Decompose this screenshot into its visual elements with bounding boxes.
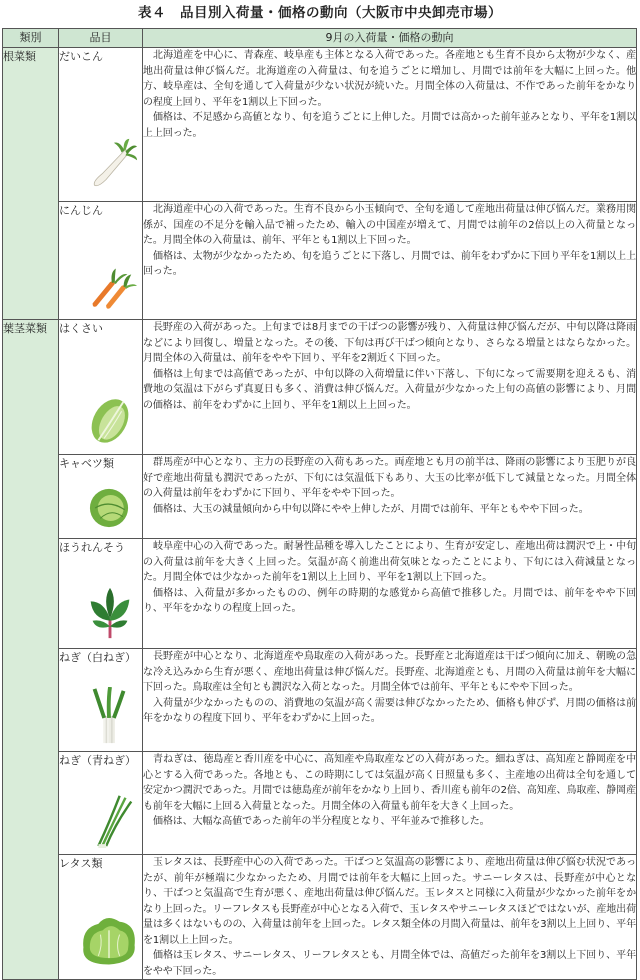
item-cell (59, 455, 143, 539)
trend-paragraph: 入荷量が少なかったものの、消費地の気温が高く需要は伸びなかったため、価格も伸びず、月間の価格は前年をかなりの程度下回り、平年をわずかに上回った。 (143, 697, 636, 724)
item-cell (59, 539, 143, 649)
trend-paragraph: 価格は玉レタス、サニーレタス、リーフレタスとも、月間全体では、高値だった前年を3割以上下回り、平年をやや下回った。 (143, 950, 636, 977)
header-category: 類別 (3, 29, 59, 48)
table-row (3, 539, 637, 649)
trend-paragraph: 価格は、不足感から高値となり、旬を追うごとに上伸した。月間では高かった前年並みとなり、平年を1割以上上回った。 (143, 112, 636, 139)
trend-paragraph: 価格は、入荷量が多かったものの、例年の時期的な感覚から高値で推移した。月間では、前年をやや下回り、平年をかなりの程度上回った。 (143, 587, 636, 614)
trend-cell (143, 855, 637, 980)
item-name: ねぎ（白ねぎ） (59, 651, 136, 664)
table-row (3, 855, 637, 980)
item-cell (59, 649, 143, 752)
lettuce-icon (77, 909, 141, 973)
white-negi-icon (81, 687, 139, 745)
item-cell (59, 855, 143, 980)
trend-paragraph: 北海道産中心の入荷であった。生育不良から小玉傾向で、全旬を通して産地出荷量は伸び悩んだ。業務用関係が、国産の不足分を輸入品で補ったため、輸入の中国産が増えて、月間では前年の2倍以上の入荷量となった。月間全体の入荷量は、前年、平年とも1割以上下回った。 (143, 204, 636, 246)
trend-cell (143, 752, 637, 855)
item-name: ほうれんそう (59, 541, 125, 554)
item-cell (59, 202, 143, 320)
item-cell (59, 320, 143, 455)
spinach-icon (81, 584, 139, 642)
trend-paragraph: 価格は、大幅な高値であった前年の半分程度となり、平年並みで推移した。 (153, 816, 490, 827)
trend-paragraph: 長野産の入荷があった。上旬までは8月までの干ばつの影響が残り、入荷量は伸び悩んだが、中旬以降は降雨などにより回復し、増量となった。その後、下旬は再び干ばつ傾向となり、さらなる増量とはならなかった。月間全体の入荷量は、前年をやや下回り、平年を2割近く下回った。 (143, 322, 636, 364)
trend-cell (143, 649, 637, 752)
item-cell (59, 48, 143, 202)
trend-cell (143, 48, 637, 202)
category-cell: 根菜類 (3, 48, 59, 320)
item-name: レタス類 (59, 857, 103, 870)
item-cell (59, 752, 143, 855)
table-row (3, 455, 637, 539)
trend-paragraph: 青ねぎは、徳島産と香川産を中心に、高知産や鳥取産などの入荷があった。細ねぎは、高知産と静岡産を中心とする入荷であった。各地とも、この時期にしては気温が高く日照量も多く、主産地の出荷は全旬を通して安定かつ潤沢であった。月間では徳島産が前年をかなり上回り、香川産も前年の2倍、高知産、鳥取産、静岡産も前年を大幅に上回る入荷量となった。月間全体の入荷量も前年を大きく上回った。 (143, 754, 636, 812)
item-name: ねぎ（青ねぎ） (59, 754, 136, 767)
trend-cell (143, 202, 637, 320)
table-row (3, 48, 637, 202)
trend-paragraph: 価格は、太物が少なかったため、旬を追うごとに下落し、月間では、前年をわずかに下回り平年を1割以上上回った。 (143, 250, 636, 277)
vegetable-trend-table (2, 28, 637, 980)
trend-paragraph: 岐阜産中心の入荷であった。耐暑性品種を導入したことにより、生育が安定し、産地出荷は潤沢で上・中旬の入荷量は前年を大きく上回った。気温が高く前進出荷気味となったことにより、下旬には入荷減量となった。月間全体では少なかった前年を1割以上上回り、平年を1割以上下回った。 (143, 541, 636, 583)
trend-paragraph: 価格は、大玉の減量傾向から中旬以降にやや上伸したが、月間では前年、平年ともやや下回った。 (153, 503, 589, 515)
trend-paragraph: 群馬産が中心となり、主力の長野産の入荷もあった。両産地とも月の前半は、降雨の影響により玉肥りが良好で産地出荷量も潤沢であったが、下旬には気温低下もあり、大玉の比率が低下して減量となった。月間全体の入荷量は前年をわずかに下回り、平年をやや下回った。 (143, 457, 636, 499)
daikon-icon (81, 137, 139, 195)
trend-paragraph: 北海道産を中心に、青森産、岐阜産も主体となる入荷であった。各産地とも生育不良から太物が少なく、産地出荷量は伸び悩んだ。北海道産の入荷量は、旬を追うごとに増加し、月間では前年を大幅に上回った。他方、岐阜産は、全旬を通して入荷量が少ない状況が続いた。月間全体の入荷量は、不作であった前年をかなりの程度上回り、平年を1割以上下回った。 (143, 50, 636, 108)
table-row (3, 202, 637, 320)
table-title: 表４ 品目別入荷量・価格の動向（大阪市中央卸売市場） (138, 5, 502, 21)
trend-paragraph: 長野産が中心となり、北海道産や鳥取産の入荷があった。長野産と北海道産は干ばつ傾向に加え、朝晩の急な冷え込みから生育が悪く、産地出荷量は伸び悩んだ。長野産、北海道産とも、月間の入荷量は前年を大幅に下回った。鳥取産は全旬とも潤沢な入荷となった。月間全体では前年、平年ともにやや下回った。 (143, 651, 636, 693)
item-name: だいこん (59, 50, 103, 63)
green-negi-icon (81, 790, 139, 848)
category-cell: 葉茎菜類 (3, 320, 59, 980)
header-trend: 9月の入荷量・価格の動向 (143, 29, 637, 48)
table-row (3, 752, 637, 855)
header-item: 品目 (59, 29, 143, 48)
trend-paragraph: 玉レタスは、長野産中心の入荷であった。干ばつと気温高の影響により、産地出荷量は伸び悩む状況であったが、前年が極端に少なかったため、月間では前年を大幅に上回った。サニーレタスは、長野産が中心となり、干ばつと気温高で生育が悪く、産地出荷量は伸び悩んだ。玉レタスと同様に入荷量が少なかった前年をかなり上回った。リーフレタスも長野産が中心となる入荷で、玉レタスやサニーレタスほどではないが、産地出荷量は多くはないものの、入荷量は前年を上回った。レタス類全体の月間入荷量は、前年を3割以上上回り、平年を1割以上上回った。 (143, 857, 636, 946)
cabbage-icon (83, 482, 135, 534)
trend-cell (143, 320, 637, 455)
trend-paragraph: 価格は上旬までは高値であったが、中旬以降の入荷増量に伴い下落し、下旬になって需要期を迎えるも、消費地の気温は下がらず真夏日も多く、消費は伸び悩んだ。入荷量が少なかった上旬の高値の影響により、月間の価格は、前年をわずかに上回り、平年を1割以上上回った。 (143, 368, 636, 411)
item-name: キャベツ類 (59, 457, 114, 470)
item-name: はくさい (59, 322, 103, 335)
item-name: にんじん (59, 204, 103, 217)
trend-cell (143, 539, 637, 649)
table-row (3, 320, 637, 455)
carrot-icon (81, 255, 139, 313)
table-row (3, 649, 637, 752)
trend-cell (143, 455, 637, 539)
hakusai-icon (81, 390, 139, 448)
